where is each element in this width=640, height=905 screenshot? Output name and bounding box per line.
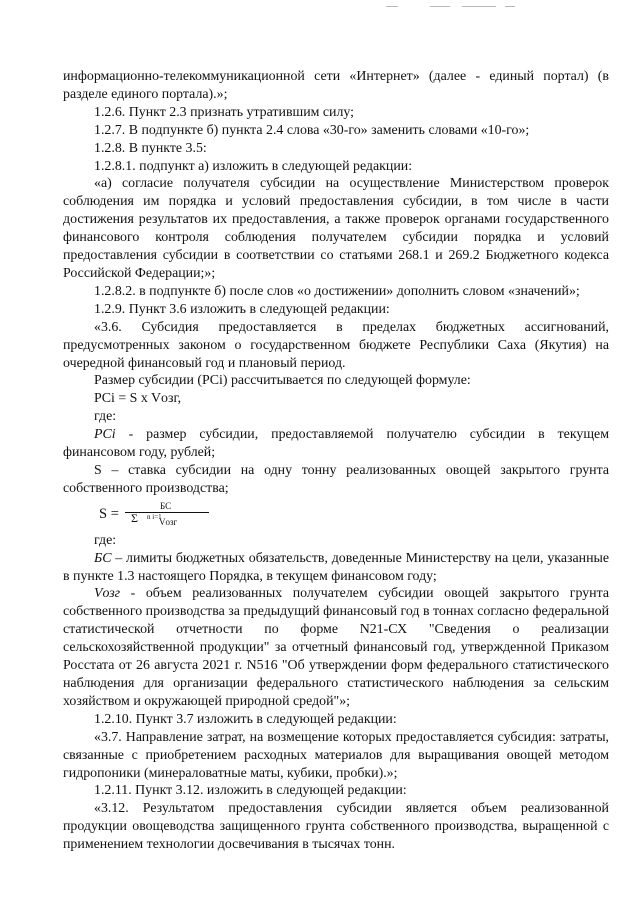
paragraph [63,711,609,729]
paragraph-text: «3.6. Субсидия предоставляется в пределах бюджетных ассигнований, предусмотренных законом о государственном бюджете Республики Саха (Якутия) на очередной финансовый год и плановый период. [63,319,609,371]
paragraph-text: 1.2.7. В подпункте б) пункта 2.4 слова «30-го» заменить словами «10-го»; [94,122,530,138]
paragraph [63,408,609,426]
sum-limits: n i=1 [147,512,162,521]
paragraph [63,550,609,586]
formula-lhs: S = [99,505,119,522]
paragraph-text: PCi = S x Vозг, [94,391,182,407]
subsidy-rate-formula [99,500,609,532]
paragraph [63,140,609,158]
paragraph-text: - размер субсидии, предоставляемой получателю субсидии в текущем финансовом году, рублей; [63,427,609,461]
paragraph-text: информационно-телекоммуникационной сети «Интернет» (далее - единый портал) (в разделе единого портала).»; [63,69,609,102]
paragraph-text: «3.7. Направление затрат, на возмещение которых предоставляется субсидия: затраты, связанные с приобретением расходных материалов для выращивания овощей методом гидропоники (минераловатные маты, кубики, пробки).»; [63,729,609,781]
sum-sign: Σ [131,510,138,525]
paragraph-text: 1.2.11. Пункт 3.12. изложить в следующей редакции: [94,783,407,799]
paragraph-text: где: [94,409,117,425]
document-text [63,68,609,854]
scan-mark [430,6,450,7]
paragraph [63,122,609,140]
paragraph [63,319,609,373]
paragraph [63,301,609,319]
variable-term: Vозг [94,586,121,602]
paragraph-text: 1.2.10. Пункт 3.7 изложить в следующей редакции: [94,711,397,727]
paragraph [63,158,609,176]
paragraph [63,426,609,462]
paragraph-text: 1.2.8.2. в подпункте б) после слов «о достижении» дополнить словом «значений»; [94,283,580,299]
paragraph [63,532,609,550]
paragraph-text: - объем реализованных получателем субсидии овощей закрытого грунта собственного производства за предыдущий финансовый год в тоннах согласно федеральной статистической отчетности по форме N21-СХ "Сведения о реализации сельскохозяйственной продукции" за отчетный финансовый год, утвержденной Приказом Росстата от 26 августа 2021 г. N516 "Об утверждении форм федерального статистического наблюдения для организации федерального статистического наблюдения за сельским хозяйством и окружающей природной средой"»; [63,586,610,709]
paragraph-text: S – ставка субсидии на одну тонну реализованных овощей закрытого грунта собственного производства; [63,462,609,496]
scan-mark [386,6,398,7]
paragraph [63,283,609,301]
paragraph [63,585,609,710]
paragraph-text: 1.2.9. Пункт 3.6 изложить в следующей редакции: [94,301,390,317]
formula-numerator: БС [160,500,172,511]
formula-denominator: Vозг [159,516,178,527]
scan-mark [462,6,496,7]
paragraph-text: Размер субсидии (PCi) рассчитывается по следующей формуле: [94,373,471,389]
paragraph [63,372,609,390]
paragraph [63,175,609,282]
paragraph [63,390,609,408]
paragraph [63,782,609,800]
paragraph-text: «3.12. Результатом предоставления субсидии является объем реализованной продукции овощеводства защищенного грунта собственного производства, выращенной с применением технологии досвечивания в тысячах тонн. [63,801,609,853]
paragraph-text: 1.2.8. В пункте 3.5: [94,140,207,156]
paragraph [63,104,609,122]
paragraph-text: – лимиты бюджетных обязательств, доведенные Министерству на цели, указанные в пункте 1.3 настоящего Порядка, в текущем финансовом году; [63,550,609,584]
paragraph-text: 1.2.6. Пункт 2.3 признать утратившим силу; [94,104,355,120]
paragraph-text: «а) согласие получателя субсидии на осуществление Министерством проверок соблюдения им порядка и условий предоставления субсидии, в том числе в части достижения результатов их предоставления, а также проверок органами государственного финансового контроля соблюдения получателем субсидии порядка и условий предоставления субсидии в соответствии со статьями 268.1 и 269.2 Бюджетного кодекса Российской Федерации;»; [63,176,609,281]
paragraph [63,729,609,783]
variable-term: PCi [94,427,116,443]
scan-mark [505,6,515,7]
paragraph [63,462,609,498]
paragraph-text: где: [94,532,117,548]
paragraph-text: 1.2.8.1. подпункт а) изложить в следующей редакции: [94,158,413,174]
paragraph [63,68,609,104]
variable-term: БС [94,550,112,566]
paragraph [63,800,609,854]
